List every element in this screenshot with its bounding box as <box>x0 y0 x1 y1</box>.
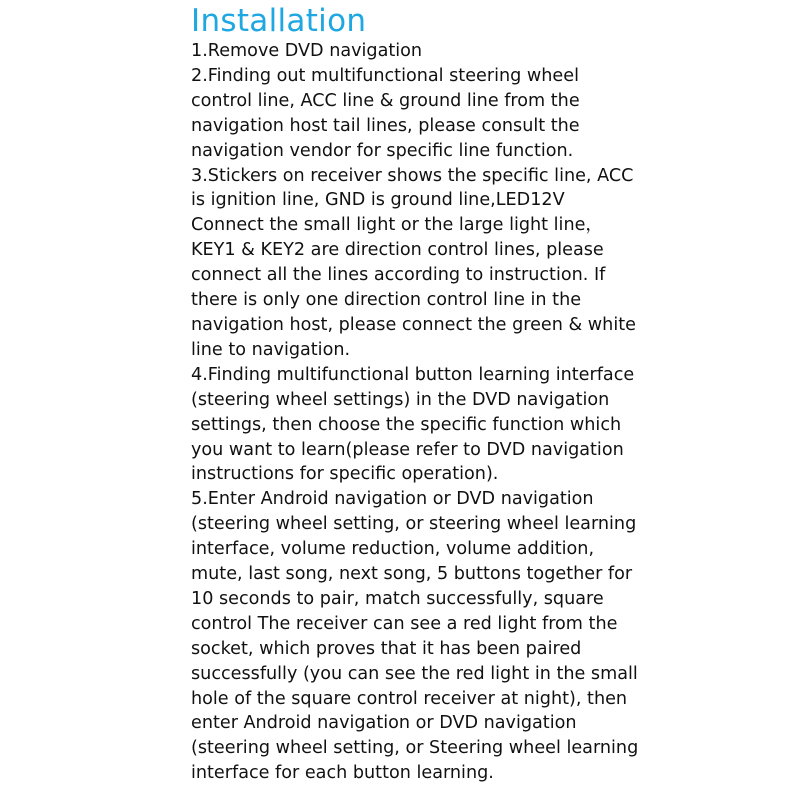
instruction-line: hole of the square control receiver at night), then <box>191 688 628 709</box>
instruction-line: is ignition line, GND is ground line,LED12V <box>191 190 565 211</box>
instruction-line: navigation host tail lines, please consult the <box>191 115 580 136</box>
instruction-line: (steering wheel setting, or steering wheel learning <box>191 514 637 535</box>
instruction-line: 2.Finding out multifunctional steering wheel <box>191 65 579 86</box>
instruction-line: interface, volume reduction, volume addition, <box>191 539 595 560</box>
instruction-line: interface for each button learning. <box>191 763 494 784</box>
instruction-line: successfully (you can see the red light in the small <box>191 663 638 684</box>
instruction-line: mute, last song, next song, 5 buttons together for <box>191 564 633 585</box>
instruction-line: control The receiver can see a red light from the <box>191 613 618 634</box>
instruction-line: 4.Finding multifunctional button learning interface <box>191 364 635 385</box>
instruction-line: settings, then choose the specific function which <box>191 414 622 435</box>
instruction-line: (steering wheel setting, or Steering wheel learning <box>191 738 639 759</box>
instruction-line: Connect the small light or the large light line， <box>191 215 604 236</box>
instruction-line: instructions for specific operation). <box>191 464 499 485</box>
instruction-line: (steering wheel settings) in the DVD navigation <box>191 389 610 410</box>
instruction-line: connect all the lines according to instruction. If <box>191 265 606 286</box>
instruction-line: 10 seconds to pair, match successfully, square <box>191 588 604 609</box>
instruction-line: there is only one direction control line in the <box>191 290 582 311</box>
instruction-line: navigation host, please connect the green & white <box>191 314 636 335</box>
page-title: Installation <box>191 3 367 39</box>
instructions-text <box>191 39 661 786</box>
instruction-line: enter Android navigation or DVD navigation <box>191 713 577 734</box>
instruction-line: 3.Stickers on receiver shows the specific line, ACC <box>191 165 634 186</box>
instruction-line: socket, which proves that it has been paired <box>191 638 582 659</box>
instruction-line: KEY1 & KEY2 are direction control lines, please <box>191 240 604 261</box>
instruction-line: navigation vendor for specific line function. <box>191 140 574 161</box>
instruction-line: you want to learn(please refer to DVD navigation <box>191 439 624 460</box>
instruction-line: control line, ACC line & ground line from the <box>191 90 580 111</box>
instruction-line: line to navigation. <box>191 339 351 360</box>
instruction-line: 1.Remove DVD navigation <box>191 41 423 61</box>
instruction-line: 5.Enter Android navigation or DVD navigation <box>191 489 594 510</box>
